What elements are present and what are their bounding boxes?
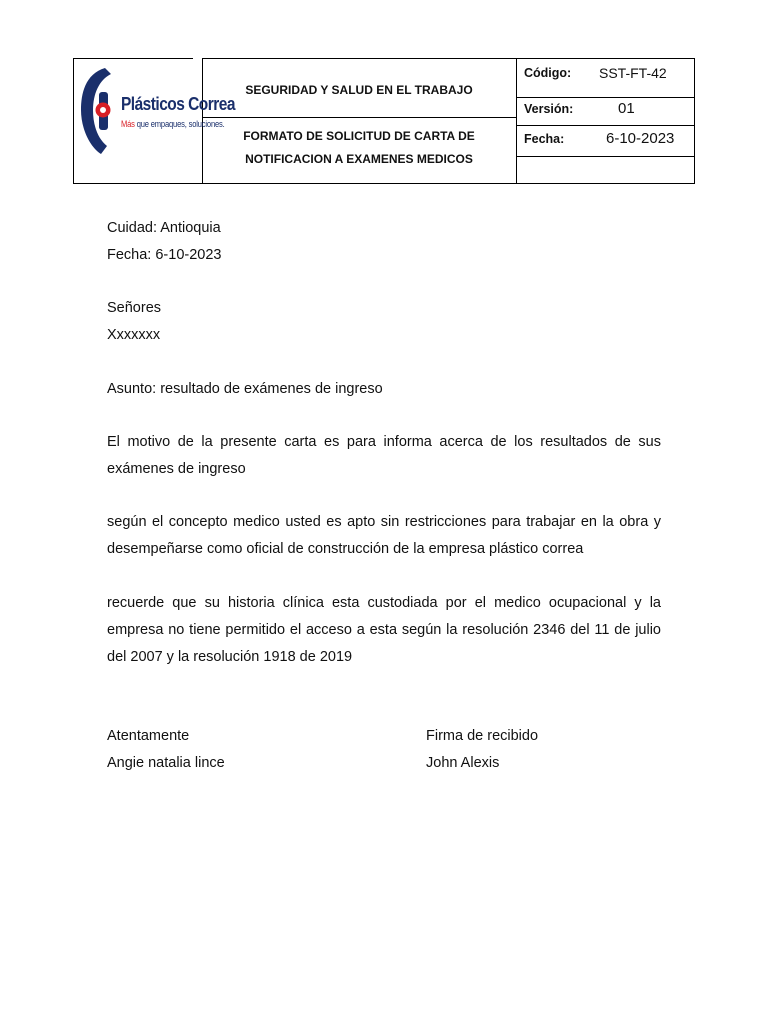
letter-paragraph-2: según el concepto medico usted es apto sin restricciones para trabajar en la obra y desempeñarse como oficial de construcción de la empresa plástico correa (107, 514, 661, 557)
letter-city: Cuidad: Antioquia (107, 220, 221, 236)
header-divider-codigo (516, 97, 695, 98)
document-header-table (73, 58, 695, 184)
fecha-value: 6-10-2023 (606, 130, 675, 147)
company-logo (73, 58, 235, 184)
header-title-bottom (203, 125, 515, 184)
logo-brand-name: Plásticos Correa (121, 94, 235, 114)
signature-right-name: John Alexis (426, 755, 500, 771)
letter-recipient: Xxxxxxx (107, 327, 161, 343)
letter-subject: Asunto: resultado de exámenes de ingreso (107, 381, 383, 397)
header-divider-fecha (516, 156, 695, 157)
version-value: 01 (618, 100, 635, 117)
header-border-right (694, 58, 695, 184)
codigo-value: SST-FT-42 (599, 65, 667, 81)
letter-paragraph-3: recuerde que su historia clínica esta custodiada por el medico ocupacional y la empresa no tiene permitido el acceso a esta según la resolución 2346 del 11 de julio del 2007 y la resolución 1918 de 2019 (107, 595, 661, 665)
header-divider-version (516, 125, 695, 126)
signature-left-name: Angie natalia lince (107, 755, 225, 771)
header-divider-meta (516, 58, 517, 184)
header-title-bottom-line2: NOTIFICACION A EXAMENES MEDICOS (245, 152, 473, 166)
logo-mark-icon (79, 64, 121, 156)
version-label: Versión: (524, 102, 574, 116)
logo-tagline-rest: que empaques, soluciones. (134, 119, 225, 129)
letter-date: Fecha: 6-10-2023 (107, 247, 222, 263)
header-title-bottom-line1: FORMATO DE SOLICITUD DE CARTA DE (243, 129, 475, 143)
signature-right-label: Firma de recibido (426, 728, 539, 744)
signature-left-label: Atentamente (107, 728, 190, 744)
letter-salutation: Señores (107, 300, 162, 316)
codigo-label: Código: (524, 66, 572, 80)
header-title-top: SEGURIDAD Y SALUD EN EL TRABAJO (245, 82, 473, 97)
logo-tagline-highlight: Más (121, 119, 135, 129)
letter-paragraph-1: El motivo de la presente carta es para informa acerca de los resultados de sus exámenes de ingreso (107, 434, 661, 477)
fecha-label: Fecha: (524, 132, 565, 146)
